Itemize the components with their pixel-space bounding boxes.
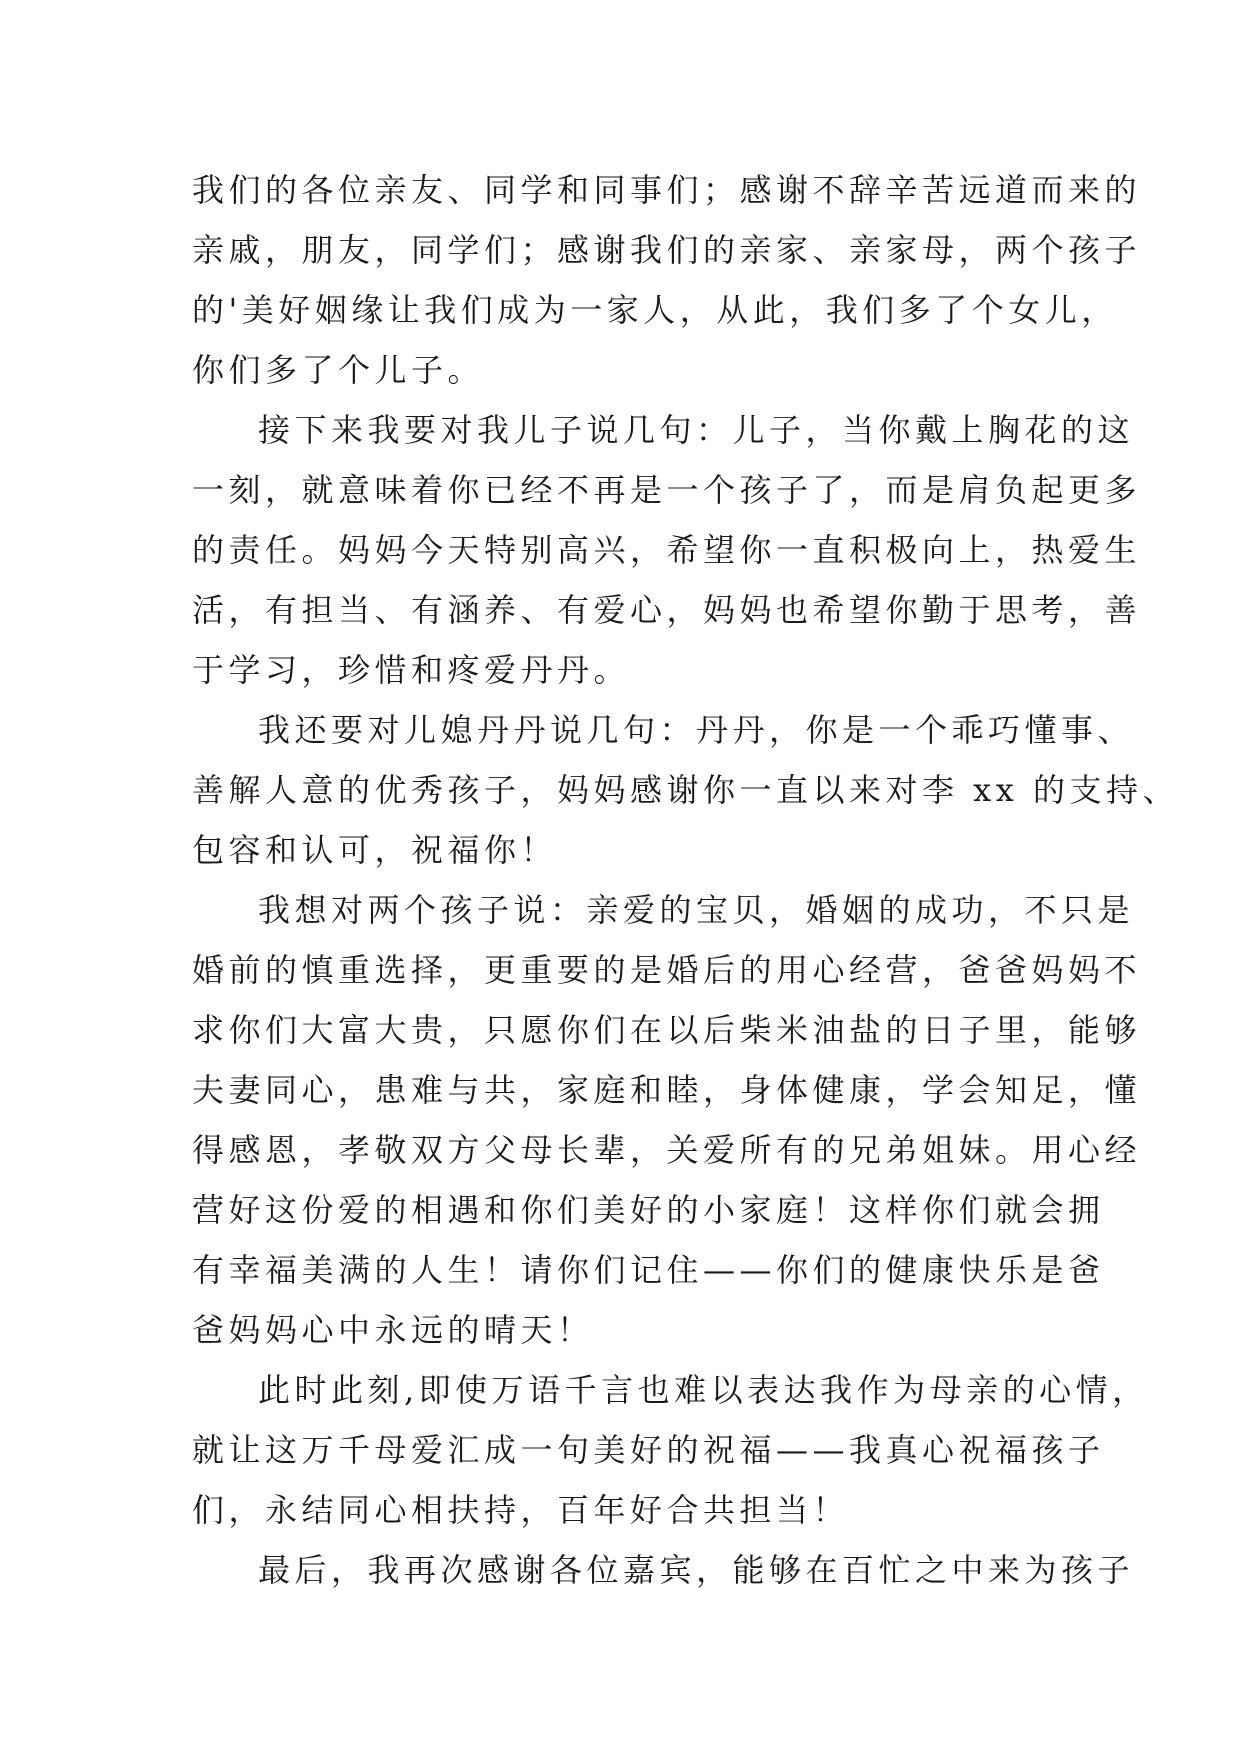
text-line: 有幸福美满的人生！请你们记住——你们的健康快乐是爸	[192, 1251, 1105, 1289]
text-line: 我们的各位亲友、同学和同事们；感谢不辞辛苦远道而来的	[192, 171, 1142, 209]
text-line: 就让这万千母爱汇成一句美好的祝福——我真心祝福孩子	[192, 1431, 1105, 1469]
paragraph-first-line: 接下来我要对我儿子说几句：儿子，当你戴上胸花的这	[258, 411, 1135, 449]
document-body	[192, 160, 1179, 1600]
paragraph-first-line: 最后，我再次感谢各位嘉宾，能够在百忙之中来为孩子	[258, 1551, 1135, 1589]
text-line: 婚前的慎重选择，更重要的是婚后的用心经营，爸爸妈妈不	[192, 951, 1142, 989]
paragraph-first-line: 此时此刻,即使万语千言也难以表达我作为母亲的心情，	[258, 1371, 1149, 1409]
text-line: 你们多了个儿子。	[192, 351, 485, 389]
text-line: 爸妈妈心中永远的晴天！	[192, 1311, 594, 1349]
paragraph-first-line: 我还要对儿媳丹丹说几句：丹丹，你是一个乖巧懂事、	[258, 711, 1135, 749]
text-line: 的'美好姻缘让我们成为一家人，从此，我们多了个女儿，	[192, 291, 1118, 329]
text-line: 于学习，珍惜和疼爱丹丹。	[192, 651, 631, 689]
text-line: 们，永结同心相扶持，百年好合共担当！	[192, 1491, 850, 1529]
text-line: 的责任。妈妈今天特别高兴，希望你一直积极向上，热爱生	[192, 531, 1142, 569]
text-line: 善解人意的优秀孩子，妈妈感谢你一直以来对李 xx 的支持、	[192, 771, 1179, 809]
text-line: 活，有担当、有涵养、有爱心，妈妈也希望你勤于思考，善	[192, 591, 1142, 629]
text-line: 夫妻同心，患难与共，家庭和睦，身体健康，学会知足，懂	[192, 1071, 1142, 1109]
text-line: 一刻，就意味着你已经不再是一个孩子了，而是肩负起更多	[192, 471, 1142, 509]
text-line: 亲戚，朋友，同学们；感谢我们的亲家、亲家母，两个孩子	[192, 231, 1142, 269]
text-line: 得感恩，孝敬双方父母长辈，关爱所有的兄弟姐妹。用心经	[192, 1131, 1142, 1169]
text-line: 包容和认可，祝福你！	[192, 831, 558, 869]
text-line: 求你们大富大贵，只愿你们在以后柴米油盐的日子里，能够	[192, 1011, 1142, 1049]
paragraph-first-line: 我想对两个孩子说：亲爱的宝贝，婚姻的成功，不只是	[258, 891, 1135, 929]
text-line: 营好这份爱的相遇和你们美好的小家庭！这样你们就会拥	[192, 1191, 1105, 1229]
